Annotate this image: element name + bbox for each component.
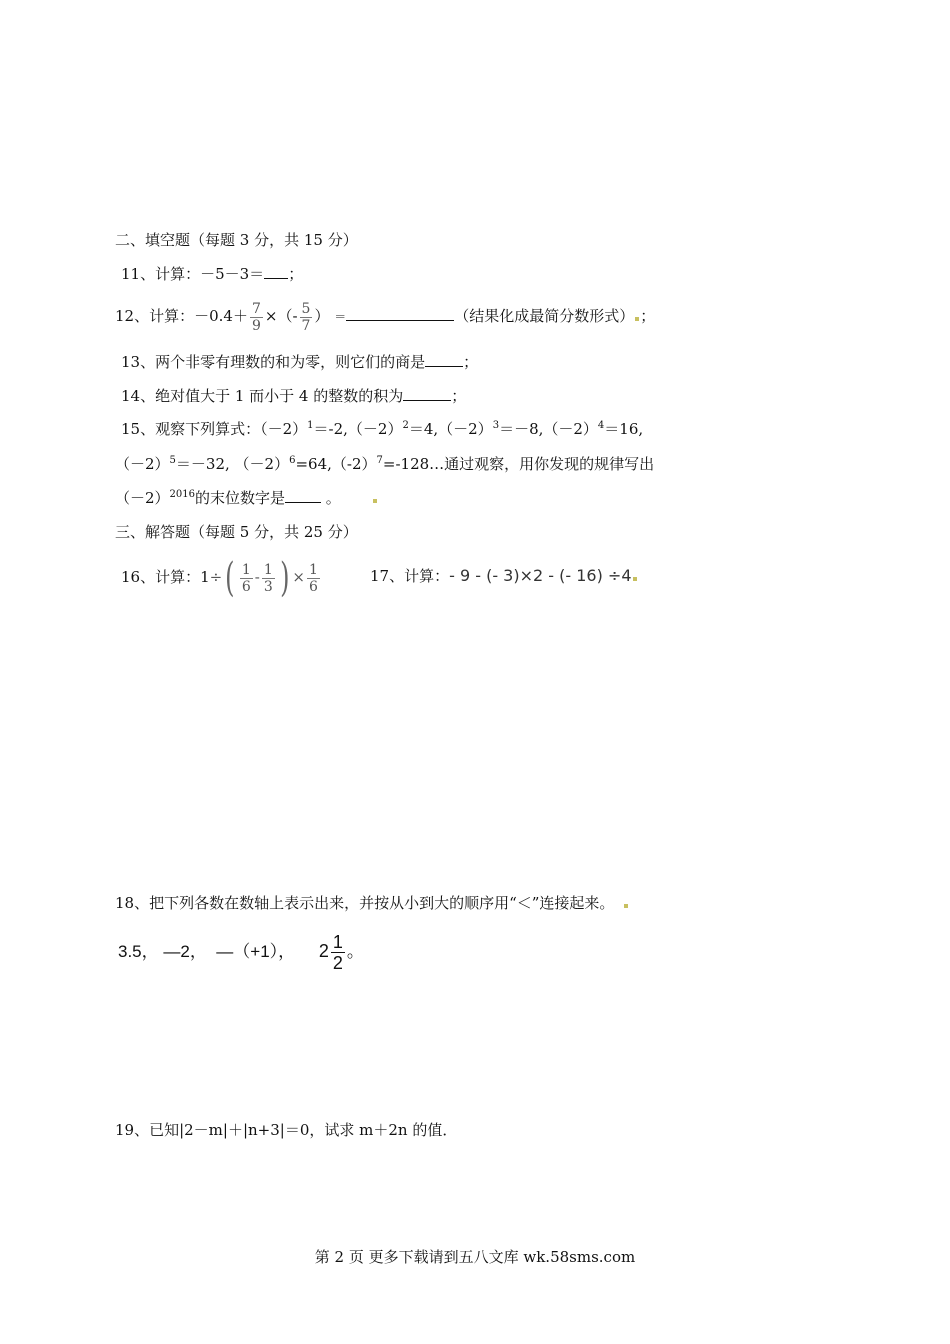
answer-blank bbox=[425, 352, 463, 367]
marker bbox=[373, 499, 377, 503]
question-15-line3: $(-2)^{2016}$的末位数字是 。 bbox=[115, 488, 378, 508]
marker bbox=[633, 577, 637, 581]
question-18-numbers: 3.5， —2， —（+1）， 2 $\frac{1}{2}$ 。 bbox=[118, 932, 364, 974]
answer-blank bbox=[285, 488, 321, 503]
page-footer: 第 2 页 更多下载请到五八文库 wk.58sms.com bbox=[314, 1248, 636, 1266]
question-11: 11、计算：－5－3＝ ； bbox=[121, 265, 304, 283]
question-15-line2: $(-2)^5=-32$, $(-2)^6=64,(-2)^7=-128\dots$通过观察，用你发现的规律写出 bbox=[115, 455, 655, 473]
answer-blank bbox=[403, 386, 451, 401]
fraction-5-7: $\frac{5}{7}$ bbox=[301, 300, 311, 334]
question-14: 14、绝对值大于 1 而小于 4 的整数的积为 ； bbox=[121, 387, 467, 405]
section2-heading: 二、填空题（每题 3 分，共 15 分） bbox=[115, 231, 358, 249]
left-paren: ( bbox=[225, 555, 235, 601]
right-paren: ) bbox=[279, 555, 290, 601]
question-13: 13、两个非零有理数的和为零，则它们的商是 ； bbox=[121, 353, 479, 371]
section3-heading: 三、解答题（每题 5 分，共 25 分） bbox=[115, 523, 358, 541]
question-15-line1: 15、观察下列算式：$(-2)^1=-2,(-2)^2=4,(-2)^3=-8,(-2)^4=16$, bbox=[121, 420, 644, 438]
marker bbox=[624, 904, 628, 908]
question-16: 16、计算：1÷( $\frac{1}{6}$ - $\frac{1}{3}$ ) × $\frac{1}{6}$ bbox=[121, 555, 318, 601]
answer-blank bbox=[264, 264, 288, 279]
question-18: 18、把下列各数在数轴上表示出来，并按从小到大的顺序用“＜”连接起来。 bbox=[115, 893, 629, 913]
fraction-7-9: $\frac{7}{9}$ bbox=[251, 300, 261, 334]
question-19: 19、已知|2－m|＋|n+3|＝0，试求 m＋2n 的值． bbox=[115, 1121, 458, 1139]
answer-blank bbox=[346, 306, 454, 321]
marker bbox=[635, 317, 639, 321]
question-12: 12、计算：－0.4＋ $\frac{7}{9}$ ×（- $\frac{5}{7}$ ） ＝ （结果化成最简分数形式） ； bbox=[115, 300, 656, 334]
question-17: 17、计算：- 9 - (- 3)×2 - (- 16) ÷4 bbox=[370, 566, 638, 586]
